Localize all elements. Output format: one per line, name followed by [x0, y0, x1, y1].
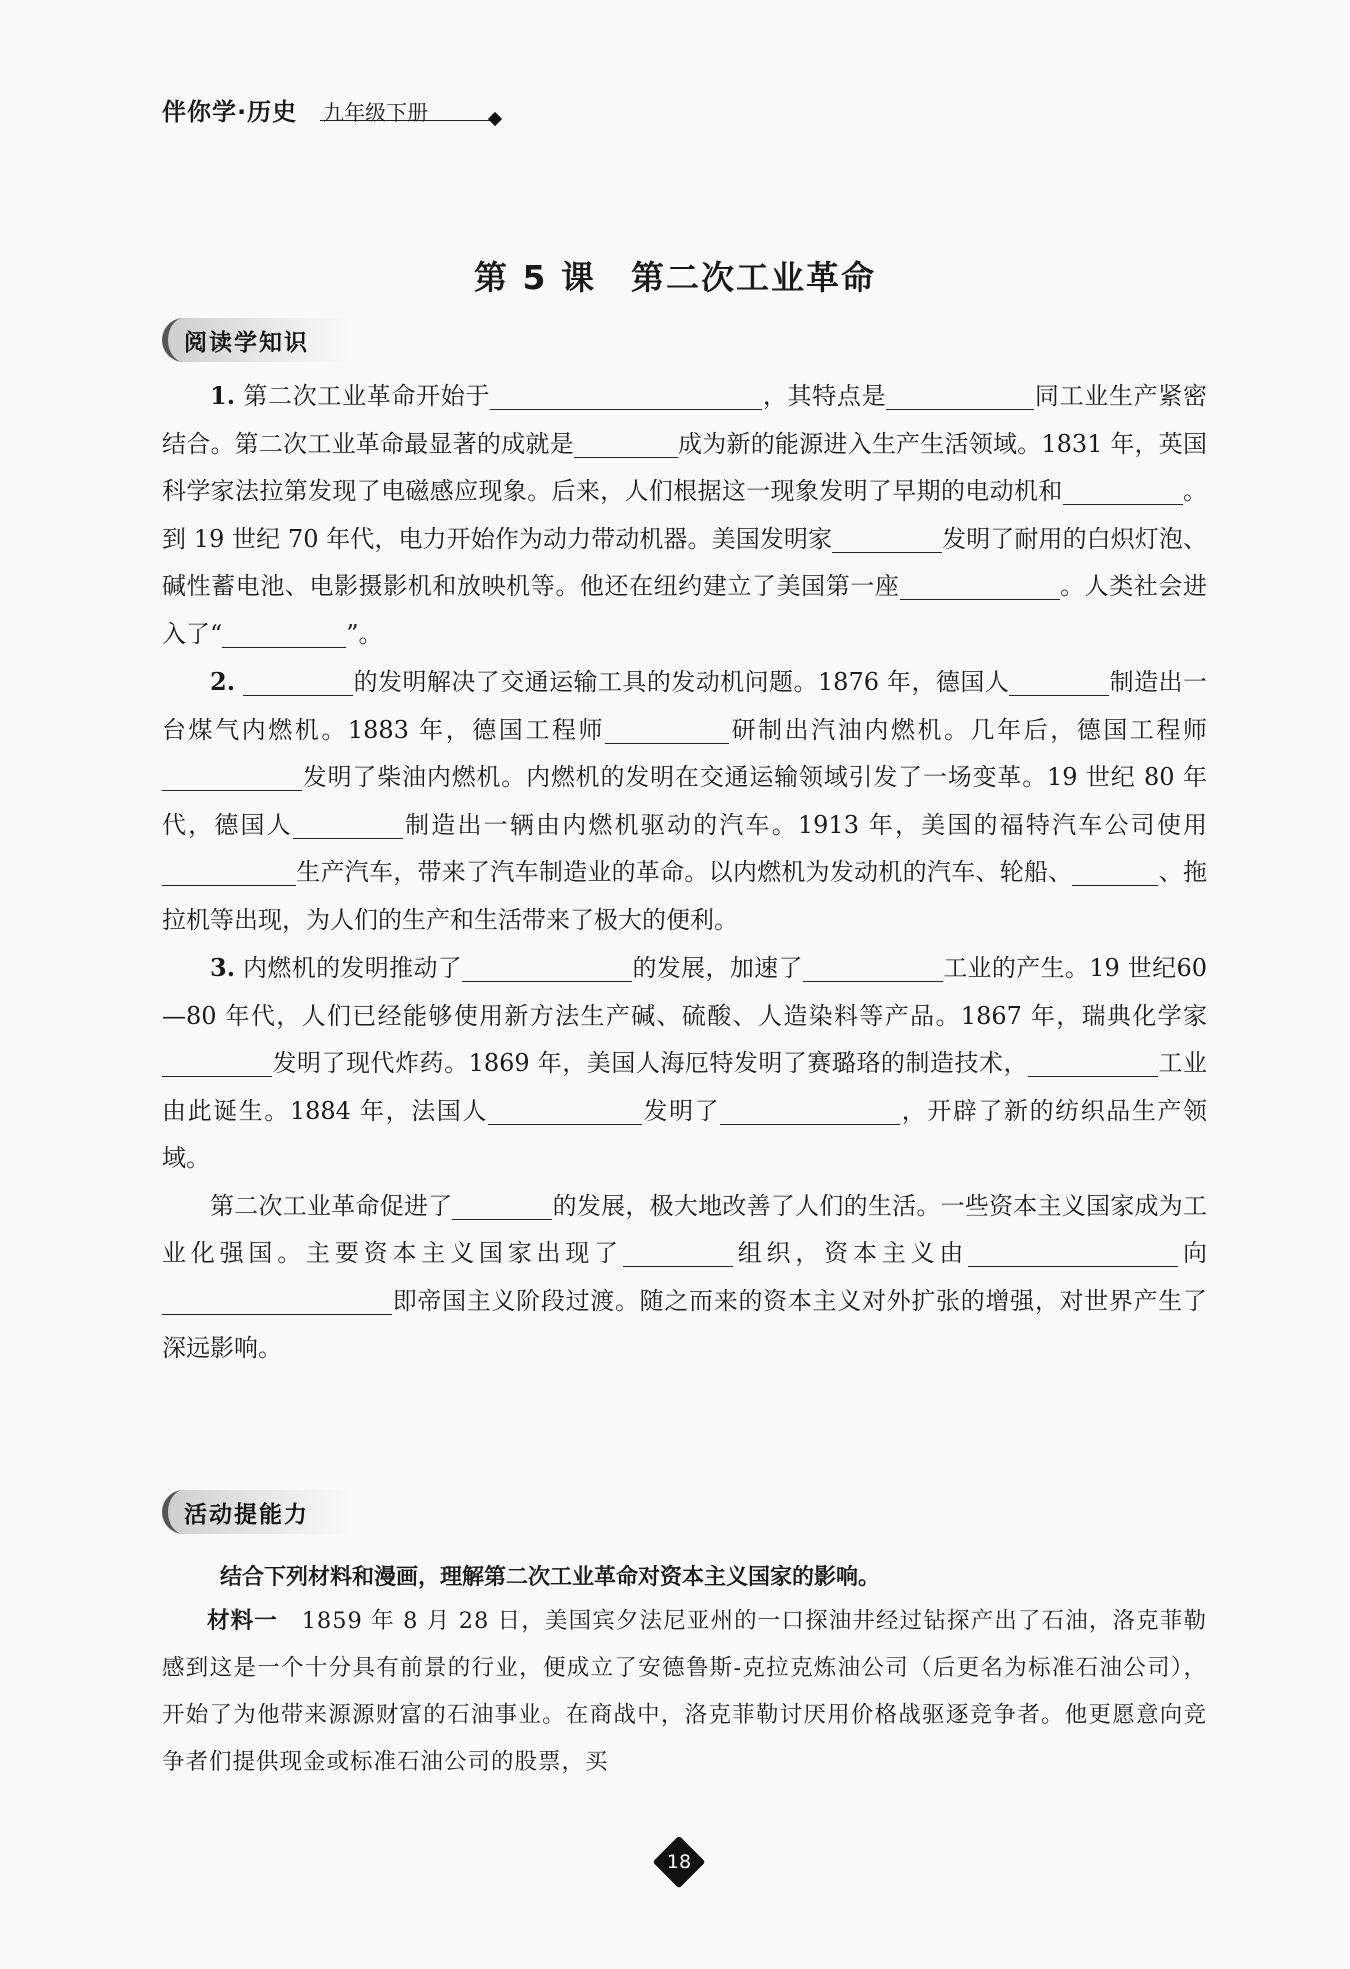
blank-field[interactable]: [574, 427, 678, 458]
blank-field[interactable]: [886, 379, 1034, 410]
blank-field[interactable]: [720, 1094, 900, 1125]
blank-field[interactable]: [490, 379, 762, 410]
blank-field[interactable]: [293, 808, 403, 839]
section-badge-reading: [162, 318, 350, 362]
material-one: [162, 1598, 1207, 1786]
page-number-badge: [653, 1836, 705, 1888]
blank-field[interactable]: [832, 522, 942, 553]
question-2: 2. 的发明解决了交通运输工具的发动机问题。1876 年，德国人 制造出一台煤气内燃机。1883 年，德国工程师 研制出汽油内燃机。几年后，德国工程师发明了柴油内燃机。内燃机的发明在交通运输领域引发了一场变革。19 世纪 80 年代，德国人 制造出一辆由内燃机驱动的汽车。1913 年，美国的福特汽车公司使用生产汽车，带来了汽车制造业的革命。以内燃机为发动机的汽车、轮船、 、拖拉机等出现，为人们的生产和生活带来了极大的便利。: [162, 667, 1207, 934]
header-rule: [320, 120, 492, 121]
blank-field[interactable]: [462, 951, 632, 982]
section-title-activity: 活动提能力: [184, 1501, 309, 1528]
book-brand: 伴你学·历史: [162, 98, 298, 126]
summary-paragraph: 第二次工业革命促进了 的发展，极大地改善了人们的生活。一些资本主义国家成为工业化强国。主要资本主义国家出现了 组织，资本主义由 向即帝国主义阶段过渡。随之而来的资本主义对外扩张的增强，对世界产生了深远影响。: [162, 1183, 1207, 1373]
reading-exercises: [162, 372, 1207, 1373]
section-badge-activity: [162, 1490, 350, 1534]
material-label: 材料一: [207, 1608, 278, 1634]
blank-field[interactable]: [243, 665, 353, 696]
blank-field[interactable]: [162, 1284, 392, 1315]
blank-field[interactable]: [1009, 665, 1109, 696]
blank-field[interactable]: [162, 760, 302, 791]
lesson-title: 第 5 课 第二次工业革命: [474, 258, 876, 297]
material-text: 1859 年 8 月 28 日，美国宾夕法尼亚州的一口探油井经过钻探产出了石油，洛克菲勒感到这是一个十分具有前景的行业，便成立了安德鲁斯-克拉克炼油公司（后更名为标准石油公司），开始了为他带来源源财富的石油事业。在商战中，洛克菲勒讨厌用价格战驱逐竞争者。他更愿意向竞争者们提供现金或标准石油公司的股票，买: [162, 1608, 1207, 1775]
blank-field[interactable]: [1028, 1046, 1158, 1077]
blank-field[interactable]: [222, 617, 346, 648]
blank-field[interactable]: [1072, 855, 1158, 886]
grade-label: 九年级下册: [323, 101, 429, 125]
blank-field[interactable]: [968, 1236, 1178, 1267]
diamond-icon: [488, 112, 502, 126]
section-title-reading: 阅读学知识: [184, 329, 309, 356]
blank-field[interactable]: [623, 1236, 733, 1267]
blank-field[interactable]: [1063, 474, 1183, 505]
question-1: 1. 第二次工业革命开始于 ，其特点是 同工业生产紧密结合。第二次工业革命最显著的成就是 成为新的能源进入生产生活领域。1831 年，英国科学家法拉第发现了电磁感应现象。后来，人们根据这一现象发明了早期的电动机和 。到 19 世纪 70 年代，电力开始作为动力带动机器。美国发明家 发明了耐用的白炽灯泡、碱性蓄电池、电影摄影机和放映机等。他还在纽约建立了美国第一座 。人类社会进入了“ ”。: [162, 381, 1208, 648]
blank-field[interactable]: [900, 569, 1060, 600]
blank-field[interactable]: [452, 1189, 552, 1220]
blank-field[interactable]: [803, 951, 943, 982]
blank-field[interactable]: [162, 1046, 272, 1077]
running-header: [162, 92, 428, 127]
blank-field[interactable]: [488, 1094, 642, 1125]
question-3: 3. 内燃机的发明推动了 的发展，加速了 工业的产生。19 世纪60—80 年代，人们已经能够使用新方法生产碱、硫酸、人造染料等产品。1867 年，瑞典化学家发明了现代炸药。1869 年，美国人海厄特发明了赛璐珞的制造技术， 工业由此诞生。1884 年，法国人 发明了 ，开辟了新的纺织品生产领域。: [162, 953, 1208, 1172]
blank-field[interactable]: [605, 713, 729, 744]
activity-instruction: 结合下列材料和漫画，理解第二次工业革命对资本主义国家的影响。: [220, 1565, 881, 1590]
page-number: 18: [666, 1851, 692, 1873]
blank-field[interactable]: [162, 855, 296, 886]
